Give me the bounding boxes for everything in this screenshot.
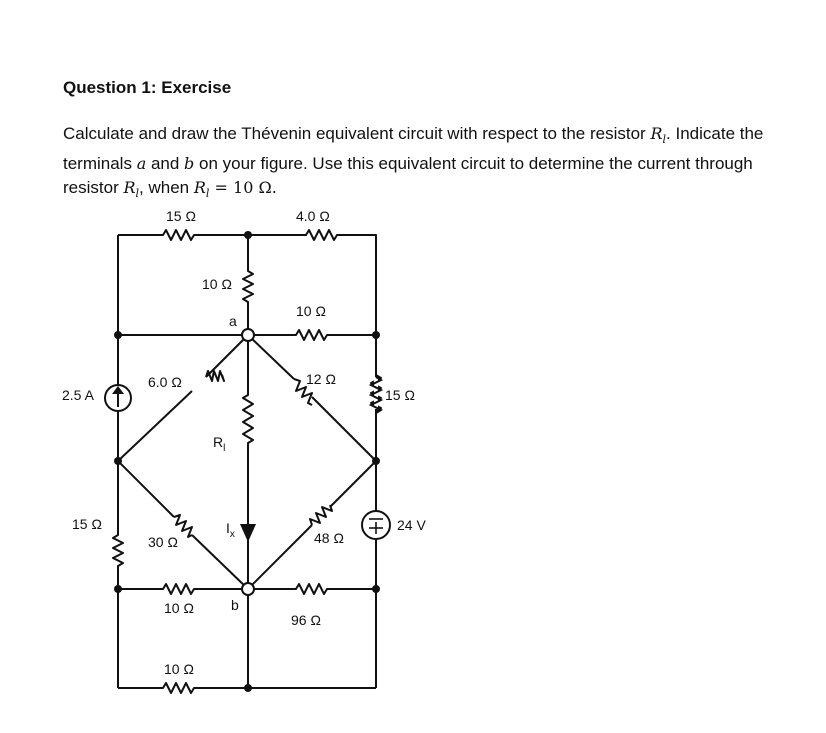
terminal-a <box>242 329 254 341</box>
problem-text: on your figure. Use this equivalent circuit to determine the current through <box>194 154 753 174</box>
label-r10-vertical: 10 Ω <box>202 276 232 292</box>
label-node-a: a <box>229 313 237 329</box>
label-r10-base: 10 Ω <box>164 661 194 677</box>
junction-dot <box>244 231 252 239</box>
problem-text: and <box>146 154 185 174</box>
problem-text: . Indicate the <box>666 124 764 143</box>
junction-dot <box>114 585 122 593</box>
problem-text: , when <box>139 178 194 198</box>
terminal-b <box>242 583 254 595</box>
label-current-source: 2.5 A <box>62 387 94 403</box>
problem-text: resistor <box>63 178 124 198</box>
label-r6: 6.0 Ω <box>148 374 182 390</box>
problem-text: terminals <box>63 154 137 174</box>
junction-dot <box>114 331 122 339</box>
label-r48: 48 Ω <box>314 530 344 546</box>
label-r15-right: 15 Ω <box>385 387 415 403</box>
var-a: a <box>136 154 147 174</box>
current-source <box>105 385 131 411</box>
junction-dot <box>114 457 122 465</box>
label-ix: $I_x$ <box>226 520 235 540</box>
label-voltage-source: 24 V <box>397 517 426 533</box>
junction-dot <box>372 331 380 339</box>
problem-text: = 10 Ω. <box>209 178 277 198</box>
voltage-source <box>362 511 390 539</box>
label-r10-bottom: 10 Ω <box>164 600 194 616</box>
junction-dot <box>244 684 252 692</box>
label-rl: $R_l$ <box>213 434 226 454</box>
label-r10-right: 10 Ω <box>296 303 326 319</box>
wires <box>113 230 381 693</box>
label-r96: 96 Ω <box>291 612 321 628</box>
var-b: b <box>184 154 195 174</box>
label-r15-left: 15 Ω <box>72 516 102 532</box>
var-rl: $R_l$ <box>650 124 667 147</box>
problem-text: Calculate and draw the Thévenin equivalent circuit with respect to the resistor <box>63 124 651 143</box>
var-rl: $R_l$ <box>193 178 210 201</box>
label-r30: 30 Ω <box>148 534 178 550</box>
label-r15-top: 15 Ω <box>166 208 196 224</box>
label-r12: 12 Ω <box>306 371 336 387</box>
var-rl: $R_l$ <box>123 178 140 201</box>
label-r4: 4.0 Ω <box>296 208 330 224</box>
current-arrow-icon <box>240 524 256 542</box>
junction-dot <box>372 457 380 465</box>
label-node-b: b <box>231 597 239 613</box>
question-title: Question 1: Exercise <box>63 78 232 97</box>
junction-dot <box>372 585 380 593</box>
